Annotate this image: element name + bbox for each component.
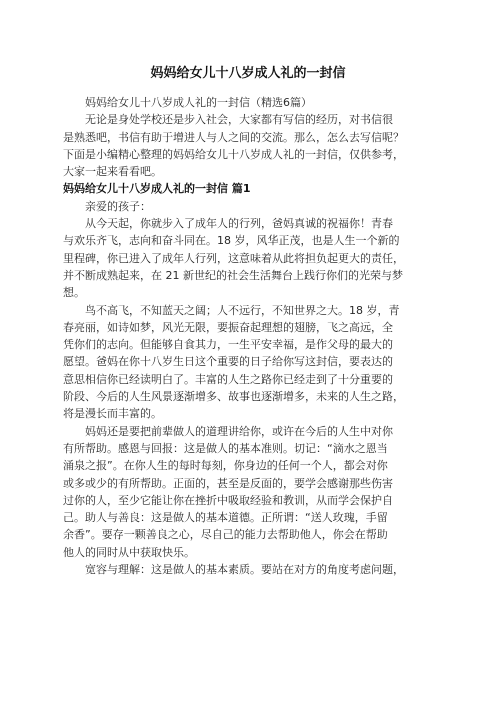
text-line: 并不断成熟起来，在 21 新世纪的社会生活舞台上践行你们的光荣与梦	[63, 268, 403, 282]
text-line: 意思相信你已经读明白了。丰富的人生之路你已经走到了十分重要的	[63, 372, 393, 386]
document-title: 妈妈给女儿十八岁成人礼的一封信	[150, 66, 346, 81]
text-line: 春亮丽，如诗如梦，风光无限，要振奋起理想的翅膀，飞之高远，全	[63, 320, 393, 334]
document-body	[63, 94, 443, 578]
text-line: 涌泉之报”。在你人生的每时每刻，你身边的任何一个人，都会对你	[63, 459, 388, 473]
text-line: 鸟不高飞，不知蓝天之阔；人不远行，不知世界之大。18 岁，青	[85, 303, 400, 317]
text-line: 有所帮助。感恩与回报：这是做人的基本准则。切记：“滴水之恩当	[63, 441, 388, 455]
text-line: 他人的同时从中获取快乐。	[63, 545, 195, 559]
text-line: 将是漫长而丰富的。	[63, 407, 162, 421]
text-line: 过你的人，至少它能让你在挫折中吸取经验和教训，从而学会保护自	[63, 493, 393, 507]
text-line: 己。助人与善良：这是做人的基本道德。正所谓：“送人玫瑰，手留	[63, 511, 388, 525]
text-line: 余香”。要存一颗善良之心，尽自己的能力去帮助他人，你会在帮助	[63, 528, 388, 542]
text-line: 阶段、今后的人生风景逐渐增多、故事也逐渐增多，未来的人生之路，	[63, 390, 404, 404]
text-line: 从今天起，你就步入了成年人的行列，爸妈真诚的祝福你！青春	[85, 217, 393, 231]
text-line: 大家一起来看看吧。	[63, 165, 162, 179]
text-line: 是熟悉吧，书信有助于增进人与人之间的交流。那么，怎么去写信呢？	[63, 130, 404, 144]
text-line: 愿望。爸妈在你十八岁生日这个重要的日子给你写这封信，要表达的	[63, 355, 393, 369]
text-line: 里程碑，你已进入了成年人行列，这意味着从此将担负起更大的责任，	[63, 251, 404, 265]
text-line: 下面是小编精心整理的妈妈给女儿十八岁成人礼的一封信，仅供参考，	[63, 147, 404, 161]
text-line: 宽容与理解：这是做人的基本素质。要站在对方的角度考虑问题，	[85, 563, 404, 577]
text-line: 与欢乐齐飞，志向和奋斗同在。18 岁，风华正茂，也是人生一个新的	[63, 234, 400, 248]
text-line: 妈妈还是要把前辈做人的道理讲给你，或许在今后的人生中对你	[85, 424, 393, 438]
text-line: 凭你们的志向。但能够自食其力，一生平安幸福，是作父母的最大的	[63, 338, 393, 352]
text-line: 无论是身处学校还是步入社会，大家都有写信的经历，对书信很	[85, 113, 393, 127]
section-heading: 妈妈给女儿十八岁成人礼的一封信 篇1	[63, 182, 251, 196]
text-line: 妈妈给女儿十八岁成人礼的一封信（精选6篇）	[85, 96, 312, 109]
text-line: 亲爱的孩子：	[85, 199, 151, 213]
text-line: 想。	[63, 286, 85, 300]
text-line: 或多或少的有所帮助。正面的，甚至是反面的，要学会感谢那些伤害	[63, 476, 393, 490]
